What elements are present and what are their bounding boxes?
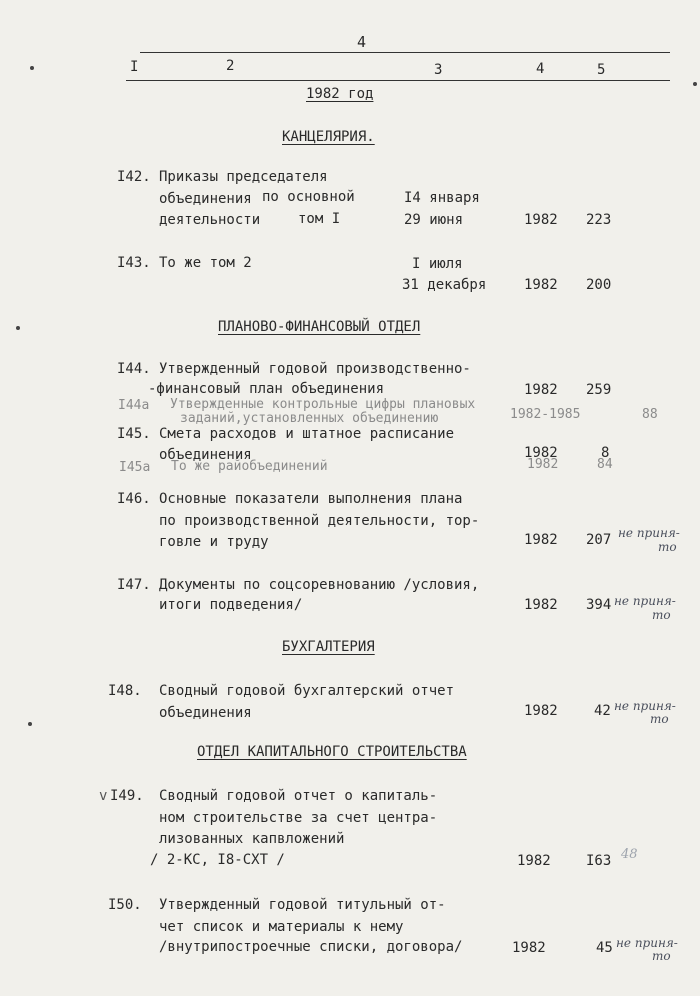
- entry-title-line: ном строительстве за счет центра-: [159, 810, 438, 826]
- handwritten-note: не приня-: [614, 594, 676, 608]
- entry-title-line: лизованных капвложений: [159, 831, 345, 847]
- entry-title-line: Утвержденный годовой производственно-: [159, 361, 471, 377]
- entry-title-line: объединения: [159, 191, 252, 207]
- entry-year: 1982: [524, 445, 558, 461]
- entry-number: I49.: [110, 788, 144, 804]
- punch-hole-mark: [28, 722, 32, 726]
- entry-title-line: Сводный годовой бухгалтерский отчет: [159, 683, 455, 699]
- entry-sheet-count: 42: [594, 703, 611, 719]
- entry-year: 1982: [517, 853, 551, 869]
- entry-number: I44а: [118, 398, 150, 413]
- entry-title-line: Сводный годовой отчет о капиталь-: [159, 788, 438, 804]
- entry-title-line: объединения: [159, 705, 252, 721]
- entry-title-line: заданий,установленных объединению: [180, 411, 439, 426]
- entry-sheet-count: 84: [597, 457, 613, 472]
- entry-title-line: Документы по соцсоревнованию /условия,: [159, 577, 480, 593]
- entry-number: I42.: [117, 169, 151, 185]
- entry-title-line: говле и труду: [159, 534, 269, 550]
- entry-year: 1982: [527, 457, 559, 472]
- entry-number: I48.: [108, 683, 142, 699]
- entry-number: I44.: [117, 361, 151, 377]
- section-heading: КАНЦЕЛЯРИЯ.: [282, 129, 375, 145]
- entry-sheet-count: 45: [596, 940, 613, 956]
- header-rule-bottom: [126, 80, 670, 81]
- entry-year: 1982: [524, 703, 558, 719]
- entry-date-end: 29 июня: [404, 212, 464, 228]
- entry-year: 1982: [524, 277, 558, 293]
- section-heading: ОТДЕЛ КАПИТАЛЬНОГО СТРОИТЕЛЬСТВА: [197, 744, 467, 760]
- entry-year: 1982-1985: [510, 407, 581, 422]
- entry-title-line: объединения: [159, 447, 252, 463]
- entry-year: 1982: [524, 597, 558, 613]
- entry-date-end: 31 декабря: [402, 277, 487, 293]
- entry-title-line: Основные показатели выполнения плана: [159, 491, 463, 507]
- entry-year: 1982: [512, 940, 546, 956]
- section-heading: БУХГАЛТЕРИЯ: [282, 639, 375, 655]
- entry-title-line: Утвержденные контрольные цифры плановых: [170, 397, 476, 412]
- page-number: 4: [357, 33, 367, 51]
- entry-title-line: / 2-КС, I8-СХТ /: [150, 852, 285, 868]
- entry-year: 1982: [524, 532, 558, 548]
- entry-title-line: чет список и материалы к нему: [159, 919, 404, 935]
- check-mark: v: [99, 788, 108, 804]
- entry-number: I45.: [117, 426, 151, 442]
- entry-title-line: по производственной деятельности, тор-: [159, 513, 480, 529]
- header-rule-top: [140, 52, 670, 53]
- handwritten-note: не приня-: [618, 526, 680, 540]
- handwritten-note: то: [658, 540, 677, 554]
- handwritten-correction: 48: [621, 847, 638, 862]
- entry-sheet-count: 259: [586, 382, 612, 398]
- entry-title-line: То же том 2: [159, 255, 252, 271]
- entry-number: I50.: [108, 897, 142, 913]
- handwritten-note: не приня-: [614, 699, 676, 713]
- entry-year: 1982: [524, 382, 558, 398]
- entry-sheet-count: 394: [586, 597, 612, 613]
- punch-hole-mark: [16, 326, 20, 330]
- section-heading: ПЛАНОВО-ФИНАНСОВЫЙ ОТДЕЛ: [218, 319, 421, 335]
- entry-title-line: по основной: [262, 189, 355, 205]
- entry-title-line: итоги подведения/: [159, 597, 303, 613]
- punch-hole-mark: [30, 66, 34, 70]
- handwritten-note: то: [650, 712, 669, 726]
- entry-title-line: Смета расходов и штатное расписание: [159, 426, 455, 442]
- entry-date-start: I4 января: [404, 190, 480, 206]
- entry-volume: том I: [298, 211, 341, 227]
- entry-sheet-count: 8: [601, 445, 610, 461]
- handwritten-note: то: [652, 949, 671, 963]
- column-5-header: 5: [597, 62, 606, 78]
- entry-sheet-count: 200: [586, 277, 612, 293]
- column-2-header: 2: [226, 58, 235, 74]
- entry-sheet-count: 223: [586, 212, 612, 228]
- year-title: 1982 год: [306, 86, 374, 102]
- entry-year: 1982: [524, 212, 558, 228]
- entry-date-start: I июля: [412, 256, 463, 272]
- entry-sheet-count: I63: [586, 853, 612, 869]
- entry-title-line: Утвержденный годовой титульный от-: [159, 897, 446, 913]
- column-1-header: I: [130, 59, 139, 75]
- entry-title-line: /внутрипостроечные списки, договора/: [159, 939, 463, 955]
- column-4-header: 4: [536, 61, 545, 77]
- entry-title-line: -финансовый план объединения: [148, 381, 385, 397]
- entry-number: I46.: [117, 491, 151, 507]
- entry-sheet-count: 207: [586, 532, 612, 548]
- column-3-header: 3: [434, 62, 443, 78]
- edge-speck: [693, 82, 697, 86]
- entry-sheet-count: 88: [642, 407, 658, 422]
- handwritten-note: не приня-: [616, 936, 678, 950]
- entry-title-line: Приказы председателя: [159, 169, 328, 185]
- entry-number: I43.: [117, 255, 151, 271]
- entry-title-line: То же райобъединений: [171, 459, 328, 474]
- entry-number: I47.: [117, 577, 151, 593]
- handwritten-note: то: [652, 608, 671, 622]
- entry-number: I45а: [119, 460, 151, 475]
- entry-title-line: деятельности: [159, 212, 261, 228]
